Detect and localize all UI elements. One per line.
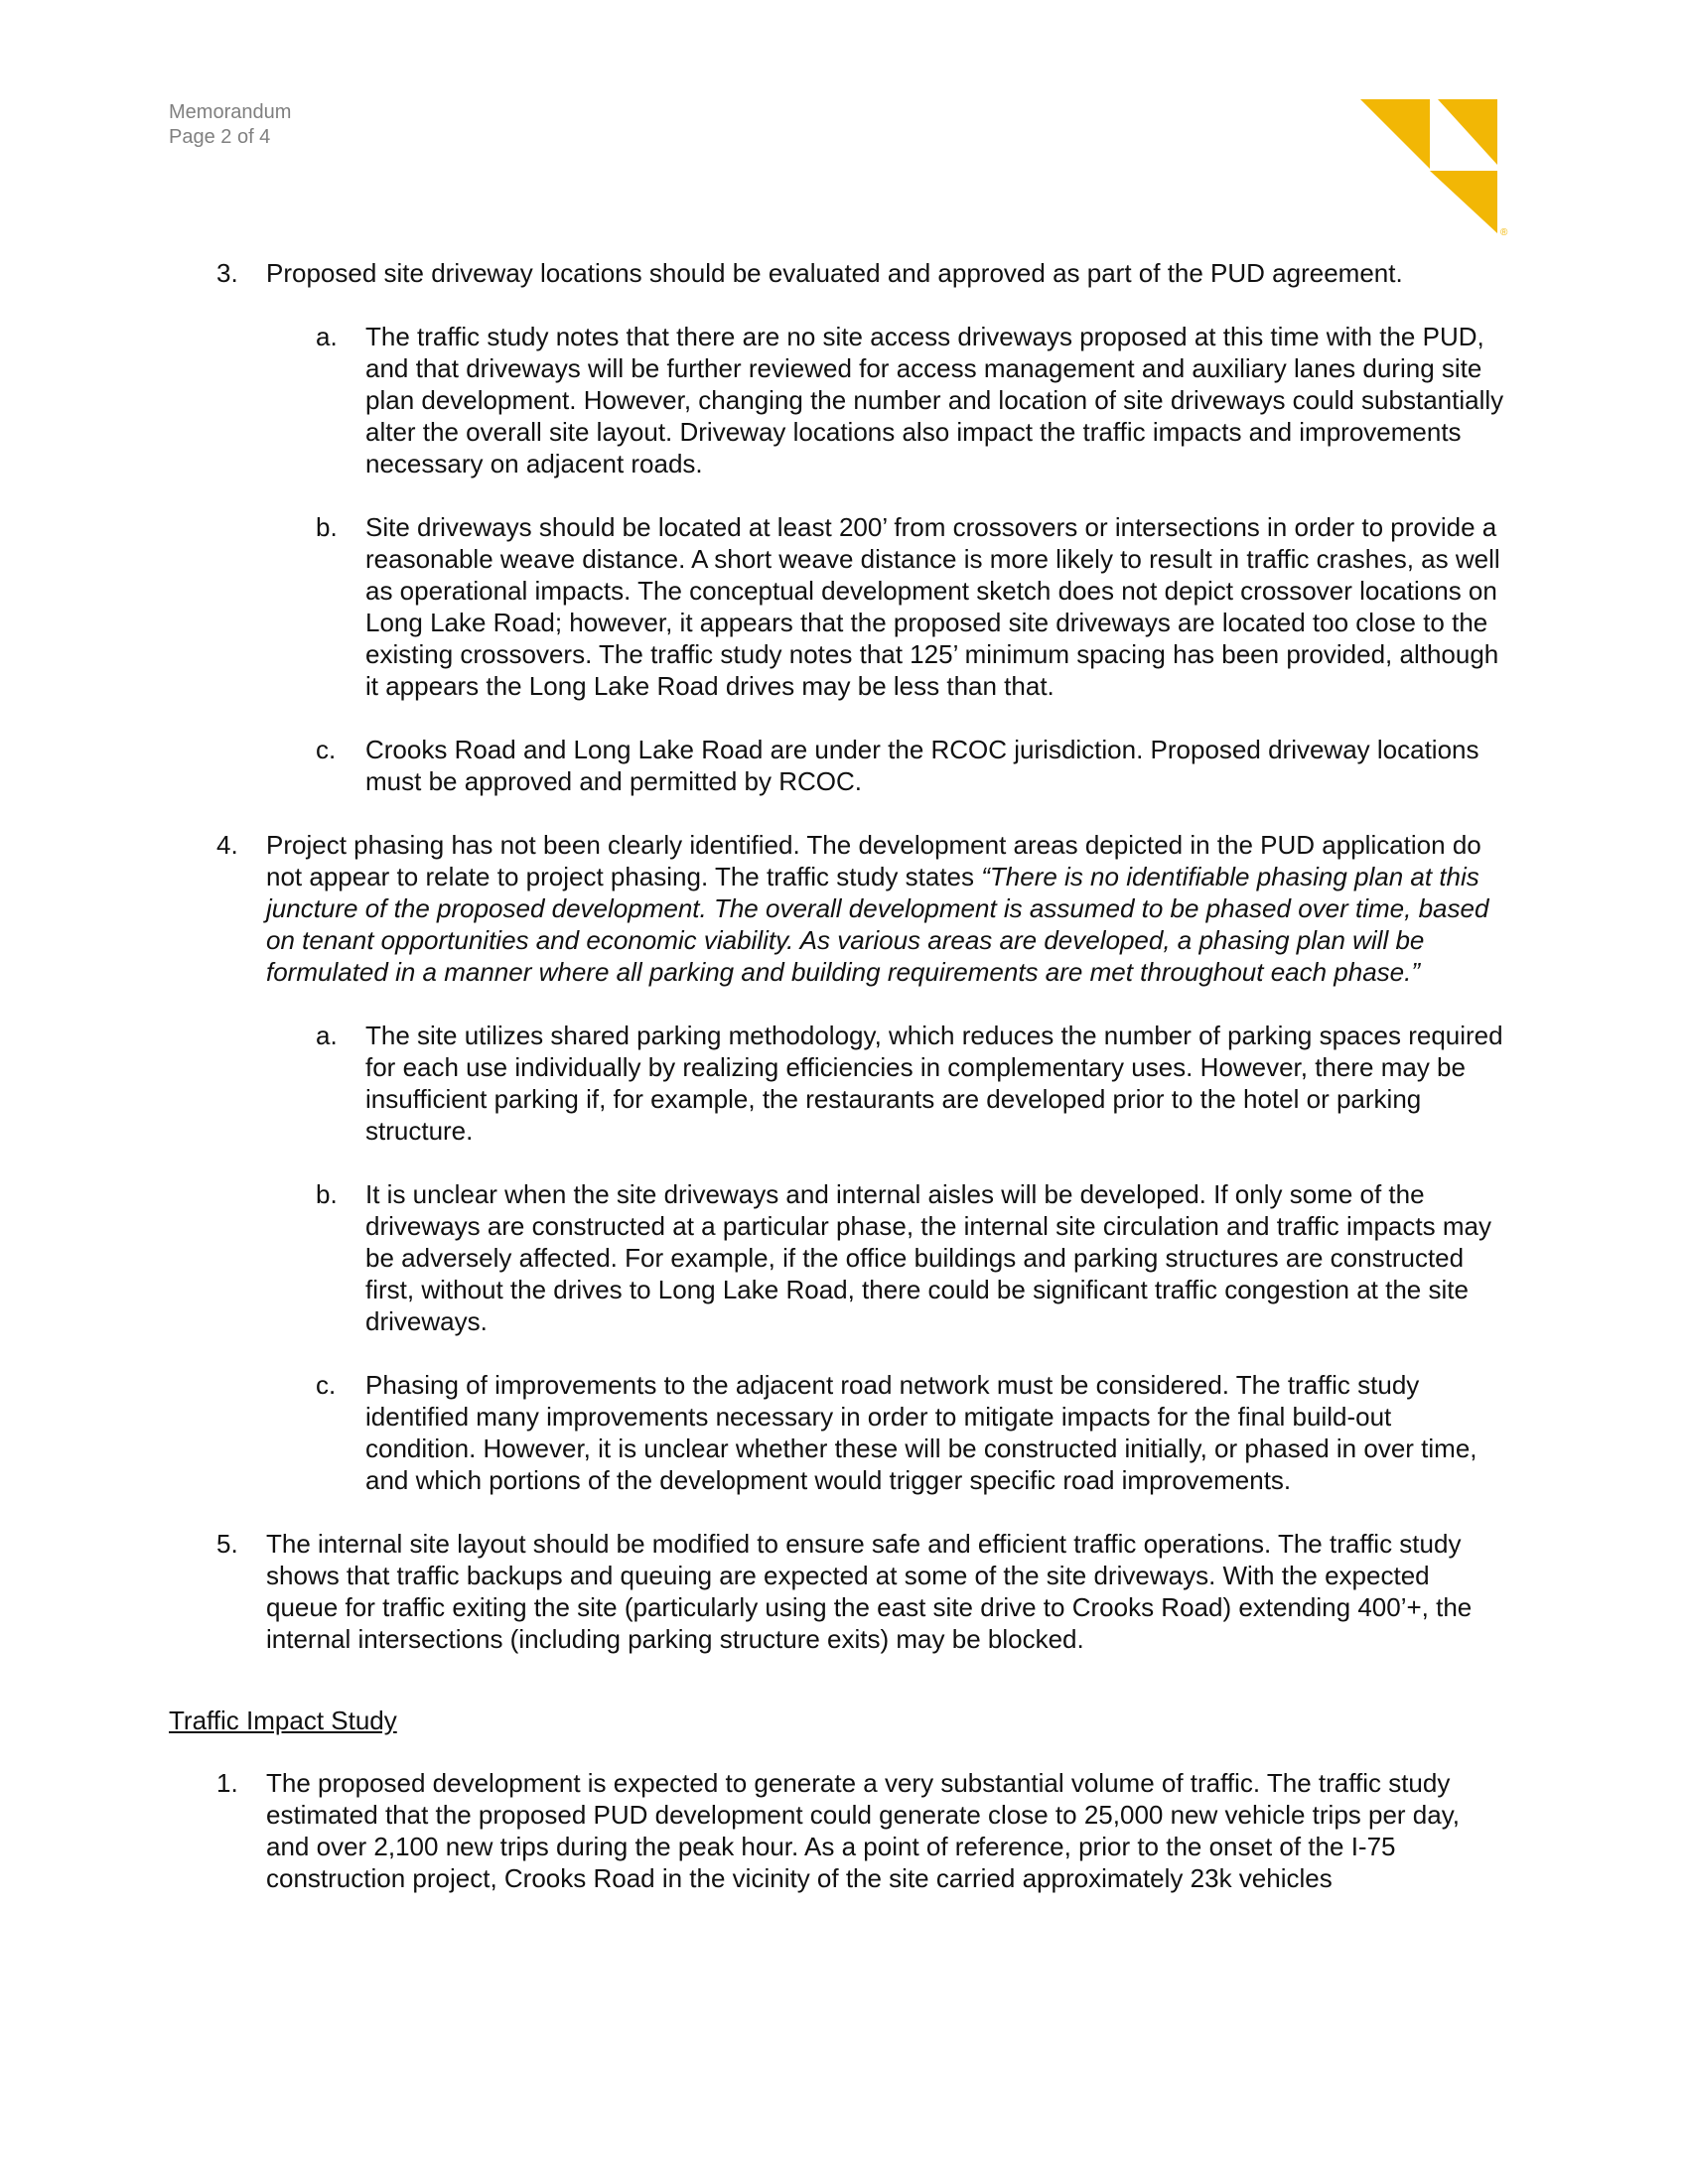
- sub-item-text: The site utilizes shared parking methodology, which reduces the number of parking spaces required for each use individually by realizing efficiencies in complementary uses. However, there may be insufficient parking if, for example, the restaurants are developed prior to the hotel or parking structure.: [365, 1021, 1503, 1146]
- item-text: Proposed site driveway locations should be evaluated and approved as part of the PUD agreement.: [266, 258, 1403, 288]
- page-header: [169, 100, 291, 150]
- list-item: [0, 1767, 1507, 1894]
- sub-item-letter: b.: [316, 1179, 338, 1209]
- item-number: 3.: [216, 258, 238, 288]
- item-number: 4.: [216, 830, 238, 860]
- sub-item: [0, 321, 1507, 479]
- list-item: [0, 1528, 1507, 1655]
- sub-item-text: Crooks Road and Long Lake Road are under the RCOC jurisdiction. Proposed driveway locations must be approved and permitted by RCOC.: [365, 735, 1479, 796]
- list-item: [0, 829, 1507, 988]
- item-number: 1.: [216, 1768, 238, 1798]
- logo-triangle-bottom-right: [1430, 171, 1497, 233]
- sub-item: [0, 1020, 1507, 1147]
- item-text: The proposed development is expected to generate a very substantial volume of traffic. The traffic study estimated that the proposed PUD development could generate close to 25,000 new vehicle trips per day, and over 2,100 new trips during the peak hour. As a point of reference, prior to the onset of the I-75 construction project, Crooks Road in the vicinity of the site carried approximately 23k vehicles: [266, 1768, 1461, 1893]
- sub-item: [0, 1178, 1507, 1337]
- logo-triangle-large: [1360, 99, 1430, 169]
- sub-item-text: Phasing of improvements to the adjacent road network must be considered. The traffic study identified many improvements necessary in order to mitigate impacts for the final build-out condition. However, it is unclear whether these will be constructed initially, or phased in over time, and which portions of the development would trigger specific road improvements.: [365, 1370, 1477, 1495]
- item-text: Project phasing has not been clearly identified. The development areas depicted in the PUD application do not appear to relate to project phasing. The traffic study states: [266, 830, 1481, 891]
- item-number: 5.: [216, 1529, 238, 1559]
- logo-triangle-top-right: [1438, 99, 1497, 165]
- memo-title: Memorandum: [169, 101, 292, 123]
- item-text: The internal site layout should be modified to ensure safe and efficient traffic operations. The traffic study shows that traffic backups and queuing are expected at some of the site driveways. With the expected queue for traffic exiting the site (particularly using the east site drive to Crooks Road) extending 400’+, the internal intersections (including parking structure exits) may be blocked.: [266, 1529, 1473, 1654]
- sub-item-letter: a.: [316, 322, 338, 351]
- sub-item-letter: a.: [316, 1021, 338, 1050]
- page-number: Page 2 of 4: [169, 126, 271, 148]
- sub-item-letter: c.: [316, 735, 337, 764]
- memo-body: [0, 257, 1688, 1894]
- item-quote: “There is no identifiable phasing plan at this juncture of the proposed development. The overall development is assumed to be phased over time, based on tenant opportunities and economic viability. As various areas are developed, a phasing plan will be formulated in a manner where all parking and building requirements are met throughout each phase.”: [266, 862, 1489, 987]
- sub-item-text: Site driveways should be located at least 200’ from crossovers or intersections in order to provide a reasonable weave distance. A short weave distance is more likely to result in traffic crashes, as well as operational impacts. The conceptual development sketch does not depict crossover locations on Long Lake Road; however, it appears that the proposed site driveways are located too close to the existing crossovers. The traffic study notes that 125’ minimum spacing has been provided, although it appears the Long Lake Road drives may be less than that.: [365, 512, 1500, 701]
- section-heading: Traffic Impact Study: [169, 1706, 397, 1735]
- company-logo: [1360, 99, 1514, 238]
- list-item: [0, 257, 1507, 289]
- sub-item: [0, 734, 1507, 797]
- sub-item-letter: b.: [316, 512, 338, 542]
- sub-item-text: The traffic study notes that there are no site access driveways proposed at this time with the PUD, and that driveways will be further reviewed for access management and auxiliary lanes during site plan development. However, changing the number and location of site driveways could substantially alter the overall site layout. Driveway locations also impact the traffic impacts and improvements necessary on adjacent roads.: [365, 322, 1504, 478]
- sub-item: [0, 511, 1507, 702]
- logo-registered-mark: ®: [1500, 227, 1508, 238]
- sub-item: [0, 1369, 1507, 1496]
- sub-item-text: It is unclear when the site driveways and internal aisles will be developed. If only some of the driveways are constructed at a particular phase, the internal site circulation and traffic impacts may be adversely affected. For example, if the office buildings and parking structures are constructed first, without the drives to Long Lake Road, there could be significant traffic congestion at the site driveways.: [365, 1179, 1491, 1336]
- sub-item-letter: c.: [316, 1370, 337, 1400]
